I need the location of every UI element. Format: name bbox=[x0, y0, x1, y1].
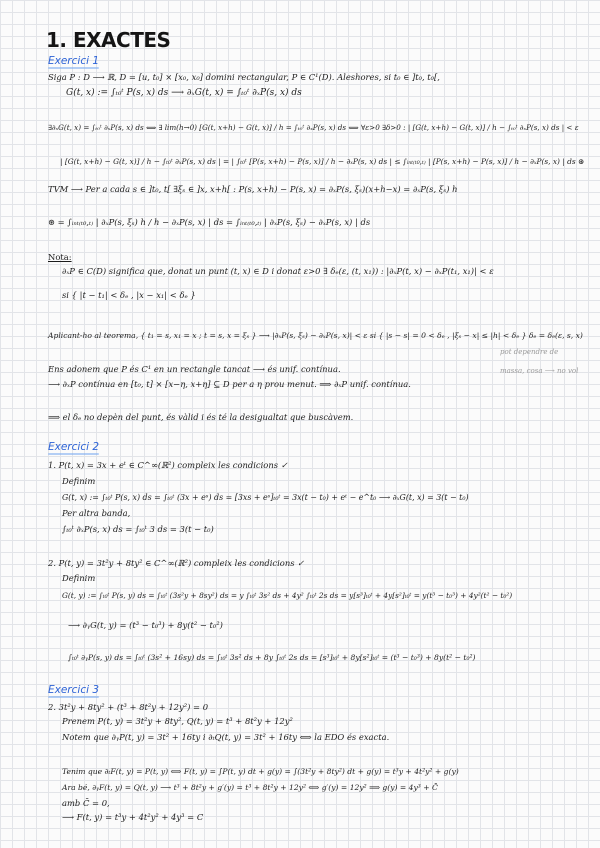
ex1-line-6: ⊛ = ∫ᵢₙₜ₍ₜ₀,ₜ₎ | ∂ₓP(s, ξₛ) h / h − ∂ₓP(s, x) | ds = ∫ᵢₙₜ₍ₜ₀,ₜ₎ | ∂ₓP(s, ξₛ) − ∂ₓP(s, x) | ds bbox=[48, 217, 371, 227]
ex2-line-8: G(t, y) := ∫ₜ₀ᵗ P(s, y) ds = ∫ₜ₀ᵗ (3s²y + 8sy²) ds = y ∫ₜ₀ᵗ 3s² ds + 4y² ∫ₜ₀ᵗ 2s ds = y[s³]ₜ₀ᵗ + 4y[s²]ₜ₀ᵗ = y(t³ − t₀³) + 4y²(t² − t₀²) bbox=[62, 591, 513, 600]
nota-line-6: ⟹ el δₑ no depèn del punt, és vàlid i és té la desigualtat que buscàvem. bbox=[48, 412, 354, 422]
nota-line-3: Aplicant-ho al teorema, { t₁ = s, x₁ = x ; t = s, x = ξₛ } ⟶ |∂ₓP(s, ξₛ) − ∂ₓP(s, x)| < ε si { |s − s| = 0 < δₑ , |ξₛ − x| ≤ |h| < δₑ } δₑ = δₑ(ε, s, x) bbox=[48, 331, 583, 340]
ex2-line-6: 2. P(t, y) = 3t²y + 8ty² ∈ C^∞(ℝ²) compleix les condicions ✓ bbox=[48, 558, 305, 568]
ex2-line-1: 1. P(t, x) = 3x + eᵗ ∈ C^∞(ℝ²) compleix les condicions ✓ bbox=[48, 460, 288, 470]
ex2-line-5: ∫ₜ₀ᵗ ∂ₓP(s, x) ds = ∫ₜ₀ᵗ 3 ds = 3(t − t₀) bbox=[62, 524, 214, 534]
page-title: 1. EXACTES bbox=[46, 28, 171, 52]
ex3-line-4: Tenim que ∂ₜF(t, y) = P(t, y) ⟺ F(t, y) = ∫P(t, y) dt + g(y) = ∫(3t²y + 8ty²) dt + g(y) = t³y + 4t²y² + g(y) bbox=[62, 767, 459, 776]
ex3-line-5: Ara bé, ∂ᵧF(t, y) = Q(t, y) ⟶ t³ + 8t²y + g′(y) = t³ + 8t²y + 12y² ⟺ g′(y) = 12y² ⟹ g(y) = 4y³ + C̄ bbox=[62, 783, 438, 792]
exercise-1-heading: Exercici 1 bbox=[48, 55, 100, 67]
exercise-3-heading: Exercici 3 bbox=[48, 684, 100, 696]
ex3-line-3: Notem que ∂ᵧP(t, y) = 3t² + 16ty i ∂ₜQ(t, y) = 3t² + 16ty ⟺ la EDO és exacta. bbox=[62, 732, 390, 742]
nota-label-text: Nota: bbox=[48, 252, 72, 262]
nota-line-2: si { |t − t₁| < δₑ , |x − x₁| < δₑ } bbox=[62, 290, 196, 300]
ex3-line-6: amb C̄ = 0, bbox=[62, 798, 110, 808]
ex2-line-9: ⟶ ∂ᵧG(t, y) = (t³ − t₀³) + 8y(t² − t₀²) bbox=[68, 620, 223, 630]
nota-side-note-1: pot dependre de bbox=[500, 348, 559, 356]
nota-line-4: Ens adonem que P és C¹ en un rectangle tancat ⟶ és unif. contínua. bbox=[48, 364, 341, 374]
nota-label bbox=[48, 252, 72, 263]
ex3-line-1: 2. 3t²y + 8ty² + (t³ + 8t²y + 12y²) = 0 bbox=[48, 702, 209, 712]
ex2-line-10: ∫ₜ₀ᵗ ∂ᵧP(s, y) ds = ∫ₜ₀ᵗ (3s² + 16sy) ds = ∫ₜ₀ᵗ 3s² ds + 8y ∫ₜ₀ᵗ 2s ds = [s³]ₜ₀ᵗ + 8y[s²]ₜ₀ᵗ = (t³ − t₀³) + 8y(t² − t₀²) bbox=[68, 653, 476, 662]
exercise-2-heading: Exercici 2 bbox=[48, 441, 100, 453]
nota-line-5: ⟶ ∂ₓP contínua en [t₀, t] × [x−η, x+η] ⊆ D per a η prou menut. ⟹ ∂ₓP unif. contínua. bbox=[48, 379, 411, 389]
nota-line-1: ∂ₓP ∈ C(D) significa que, donat un punt (t, x) ∈ D i donat ε>0 ∃ δₑ(ε, (t, x₁)) : |∂ₓP(t, x) − ∂ₓP(t₁, x₁)| < ε bbox=[62, 266, 494, 276]
ex1-line-1: Siga P : D ⟶ ℝ, D = [u, t₀] × [x₀, x₀] domini rectangular, P ∈ C¹(D). Aleshores, si t₀ ∈ ]t₀, t₀[, bbox=[48, 72, 440, 82]
nota-side-note-2: massa, cosa ⟶ no vol bbox=[500, 367, 579, 375]
ex1-line-5: TVM ⟶ Per a cada s ∈ ]t₀, t[ ∃ξₛ ∈ ]x, x+h[ : P(s, x+h) − P(s, x) = ∂ₓP(s, ξₛ)(x+h−x) = ∂ₓP(s, ξₛ) h bbox=[48, 184, 458, 194]
ex1-line-4: | [G(t, x+h) − G(t, x)] / h − ∫ₜ₀ᵗ ∂ₓP(s, x) ds | = | ∫ₜ₀ᵗ [P(s, x+h) − P(s, x)] / h − ∂ₓP(s, x) ds | ≤ ∫ᵢₙₜ₍ₜ₀,ₜ₎ | [P(s, x+h) − P(s, x)] / h − ∂ₓP(s, x) | ds ⊛ bbox=[60, 157, 585, 166]
ex1-line-3: ∃∂ₓG(t, x) = ∫ₜ₀ᵗ ∂ₓP(s, x) ds ⟺ ∃ lim(h→0) [G(t, x+h) − G(t, x)] / h = ∫ₜ₀ᵗ ∂ₓP(s, x) ds ⟺ ∀ε>0 ∃δ>0 : | [G(t, x+h) − G(t, x)] / h − ∫ₜ₀ᵗ ∂ₓP(s, x) ds | < ε bbox=[48, 123, 579, 132]
ex2-line-4: Per altra banda, bbox=[62, 508, 131, 518]
ex2-line-3: G(t, x) := ∫ₜ₀ᵗ P(s, x) ds = ∫ₜ₀ᵗ (3x + eˢ) ds = [3xs + eˢ]ₜ₀ᵗ = 3x(t − t₀) + eᵗ − e^t₀ ⟶ ∂ₓG(t, x) = 3(t − t₀) bbox=[62, 493, 469, 502]
ex3-line-2: Prenem P(t, y) = 3t²y + 8ty², Q(t, y) = t³ + 8t²y + 12y² bbox=[62, 716, 293, 726]
ex2-line-2: Definim bbox=[62, 476, 96, 486]
ex1-line-2: G(t, x) := ∫ₜ₀ᵗ P(s, x) ds ⟶ ∂ₓG(t, x) = ∫ₜ₀ᵗ ∂ₓP(s, x) ds bbox=[66, 88, 302, 98]
ex2-line-7: Definim bbox=[62, 573, 96, 583]
ex3-line-7: ⟶ F(t, y) = t³y + 4t²y² + 4y³ = C bbox=[62, 812, 204, 822]
